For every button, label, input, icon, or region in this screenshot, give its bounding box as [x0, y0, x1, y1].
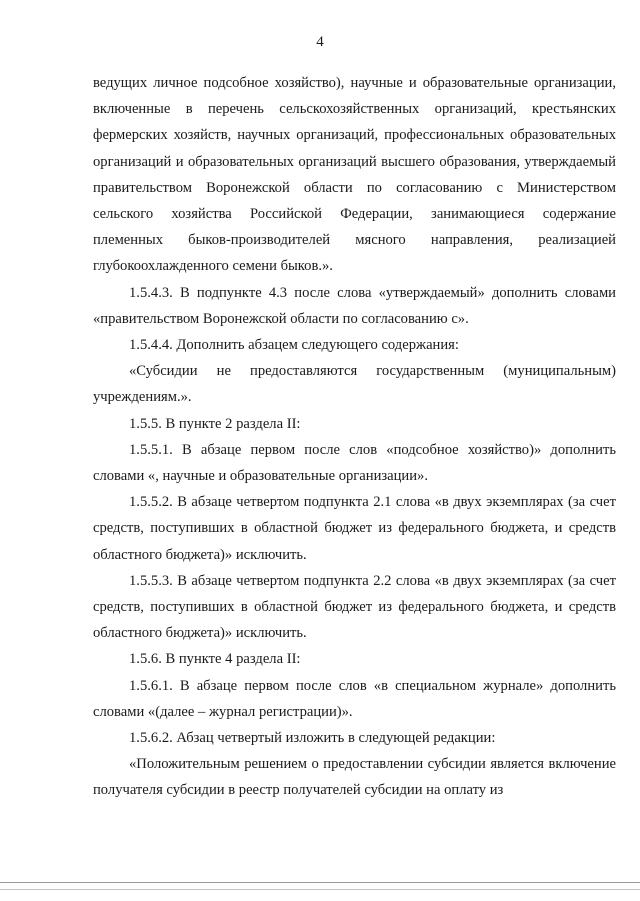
- paragraph: 1.5.6.1. В абзаце первом после слов «в специальном журнале» дополнить словами «(далее – журнал регистрации)».: [93, 677, 616, 720]
- paragraph: 1.5.4.4. Дополнить абзацем следующего содержания:: [129, 337, 459, 354]
- paragraph: 1.5.6.2. Абзац четвертый изложить в следующей редакции:: [129, 730, 496, 747]
- scan-edge-line: [0, 889, 640, 890]
- paragraph: 1.5.4.3. В подпункте 4.3 после слова «утверждаемый» дополнить словами «правительством Воронежской области по согласованию с».: [93, 284, 616, 327]
- page-number: 4: [316, 34, 324, 50]
- paragraph: ведущих личное подсобное хозяйство), научные и образовательные организации, включенные в перечень сельскохозяйственных организаций, крестьянских фермерских хозяйств, научных организаций, профессиональных образовательных организаций и образовательных организаций высшего образования, утверждаемый правительством Воронежской области по согласованию с Министерством сельского хозяйства Российской Федерации, занимающиеся содержание племенных быков-производителей мясного направления, реализацией глубокоохлажденного семени быков.».: [93, 75, 616, 275]
- paragraph: 1.5.5.2. В абзаце четвертом подпункта 2.1 слова «в двух экземплярах (за счет средств, поступивших в областной бюджет из федерального бюджета, и средств областного бюджета)» исключить.: [93, 494, 616, 563]
- document-body: [93, 70, 616, 804]
- paragraph: 1.5.5. В пункте 2 раздела II:: [129, 415, 301, 432]
- paragraph: «Положительным решением о предоставлении субсидии является включение получателя субсидии в реестр получателей субсидии на оплату из: [93, 756, 616, 799]
- paragraph: 1.5.5.1. В абзаце первом после слов «подсобное хозяйство)» дополнить словами «, научные и образовательные организации».: [93, 441, 616, 485]
- paragraph: «Субсидии не предоставляются государственным (муниципальным) учреждениям.».: [93, 363, 616, 406]
- paragraph: 1.5.6. В пункте 4 раздела II:: [129, 651, 301, 668]
- scan-edge-line: [0, 882, 640, 883]
- paragraph: 1.5.5.3. В абзаце четвертом подпункта 2.2 слова «в двух экземплярах (за счет средств, поступивших в областной бюджет из федерального бюджета, и средств областного бюджета)» исключить.: [93, 572, 616, 642]
